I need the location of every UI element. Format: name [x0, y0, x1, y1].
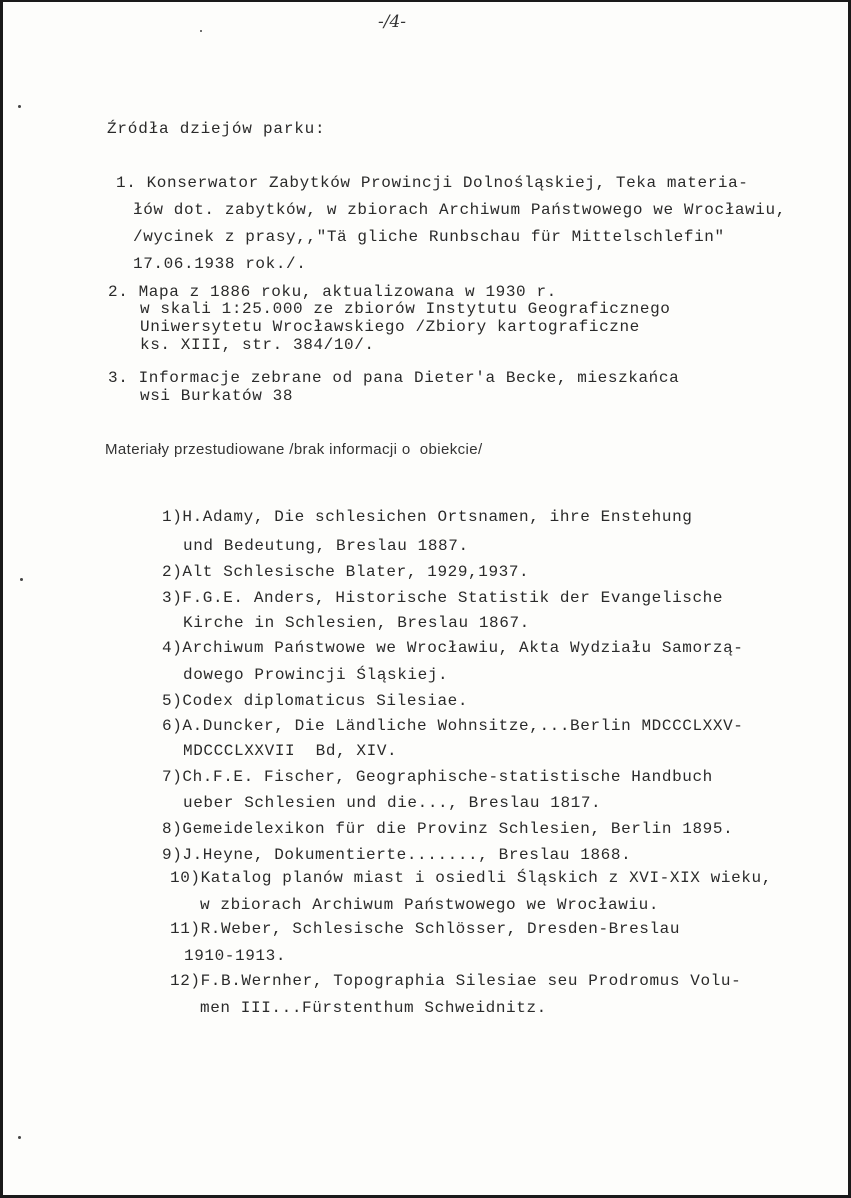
scan-speck: [18, 105, 21, 108]
material-line: 5)Codex diplomaticus Silesiae.: [162, 692, 469, 710]
scan-border-left: [0, 0, 3, 1198]
material-line: und Bedeutung, Breslau 1887.: [183, 537, 469, 555]
material-line: 10)Katalog planów miast i osiedli Śląskich z XVI-XIX wieku,: [170, 869, 772, 887]
scan-speck: [20, 578, 23, 581]
source-line: Uniwersytetu Wrocławskiego /Zbiory kartograficzne: [140, 318, 640, 336]
source-line: /wycinek z prasy,,"Tä gliche Runbschau für Mittelschlefin": [133, 228, 725, 246]
material-line: 2)Alt Schlesische Blater, 1929,1937.: [162, 563, 530, 581]
material-line: 4)Archiwum Państwowe we Wrocławiu, Akta Wydziału Samorzą-: [162, 639, 744, 657]
material-line: 1)H.Adamy, Die schlesichen Ortsnamen, ihre Enstehung: [162, 508, 693, 526]
material-line: 12)F.B.Wernher, Topographia Silesiae seu Prodromus Volu-: [170, 972, 742, 990]
source-line: 2. Mapa z 1886 roku, aktualizowana w 1930 r.: [108, 283, 557, 301]
sources-heading: Źródła dziejów parku:: [107, 120, 326, 138]
material-line: men III...Fürstenthum Schweidnitz.: [200, 999, 547, 1017]
source-line: 17.06.1938 rok./.: [133, 255, 307, 273]
source-line: wsi Burkatów 38: [140, 387, 294, 405]
source-line: 3. Informacje zebrane od pana Dieter'a Becke, mieszkańca: [108, 369, 680, 387]
material-line: 9)J.Heyne, Dokumentierte......., Breslau 1868.: [162, 846, 632, 864]
scan-border-top: [0, 0, 851, 2]
material-line: Kirche in Schlesien, Breslau 1867.: [183, 614, 530, 632]
page-number: -/4-: [378, 12, 407, 32]
material-line: 11)R.Weber, Schlesische Schlösser, Dresden-Breslau: [170, 920, 681, 938]
material-line: ueber Schlesien und die..., Breslau 1817.: [183, 794, 602, 812]
material-line: 1910-1913.: [184, 947, 287, 965]
material-line: dowego Prowincji Śląskiej.: [183, 666, 449, 684]
scan-speck: [200, 30, 202, 32]
material-line: MDCCCLXXVII Bd, XIV.: [183, 742, 398, 760]
source-line: w skali 1:25.000 ze zbiorów Instytutu Geograficznego: [140, 300, 671, 318]
material-line: 8)Gemeidelexikon für die Provinz Schlesien, Berlin 1895.: [162, 820, 734, 838]
material-line: 7)Ch.F.E. Fischer, Geographische-statistische Handbuch: [162, 768, 713, 786]
source-line: 1. Konserwator Zabytków Prowincji Dolnośląskiej, Teka materia-: [116, 174, 749, 192]
material-line: 3)F.G.E. Anders, Historische Statistik der Evangelische: [162, 589, 724, 607]
source-line: ks. XIII, str. 384/10/.: [140, 336, 375, 354]
source-line: łów dot. zabytków, w zbiorach Archiwum Państwowego we Wrocławiu,: [133, 201, 786, 219]
material-line: 6)A.Duncker, Die Ländliche Wohnsitze,...Berlin MDCCCLXXV-: [162, 717, 744, 735]
material-line: w zbiorach Archiwum Państwowego we Wrocławiu.: [200, 896, 660, 914]
scan-speck: [18, 1136, 21, 1139]
materials-heading: Materiały przestudiowane /brak informacji o obiekcie/: [105, 441, 483, 458]
